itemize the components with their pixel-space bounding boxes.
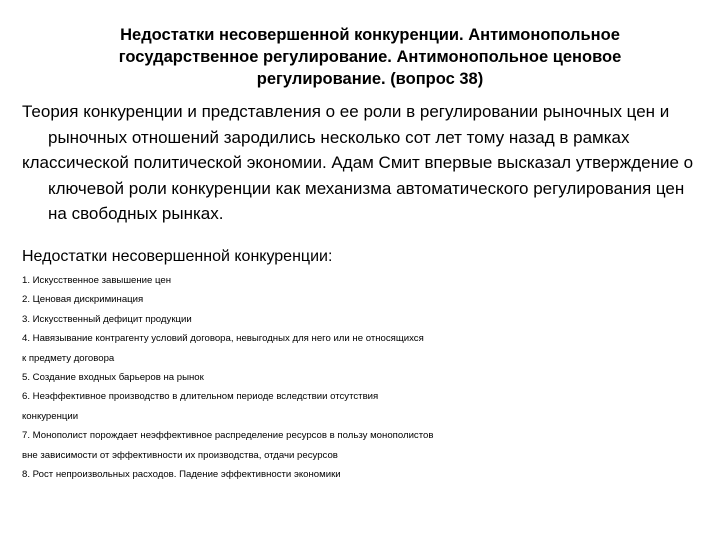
list-line: 4. Навязывание контрагенту условий договора, невыгодных для него или не относящихся — [22, 333, 424, 345]
drawbacks-list — [22, 271, 702, 484]
list-line: 1. Искусственное завышение цен — [22, 275, 172, 286]
intro-paragraph-2: классической политической экономии. Адам Смит впервые высказал утверждение о ключевой роли конкуренции как механизма автоматического регулирования цен на свободных рынках. — [22, 153, 694, 223]
list-line: 6. Неэффективное производство в длительном периоде вследствии отсутствия — [22, 391, 379, 403]
list-line: к предмету договора — [22, 352, 115, 364]
list-line: 8. Рост непроизвольных расходов. Падение эффективности экономики — [22, 469, 341, 481]
slide-title: Недостатки несовершенной конкуренции. Антимонопольное государственное регулирование. Антимонопольное ценовое регулирование. (вопрос 38) — [118, 26, 622, 88]
list-line: вне зависимости от эффективности их производства, отдачи ресурсов — [22, 449, 338, 461]
list-line: 5. Создание входных барьеров на рынок — [22, 372, 204, 384]
list-line: 2. Ценовая дискриминация — [22, 294, 144, 306]
intro-text — [22, 99, 702, 227]
intro-paragraph-1: Теория конкуренции и представления о ее роли в регулировании рыночных цен и рыночных отношений зародились несколько сот лет тому назад в рамках — [22, 102, 670, 147]
list-line: 3. Искусственный дефицит продукции — [22, 313, 192, 325]
list-line: 7. Монополист порождает неэффективное распределение ресурсов в пользу монополистов — [22, 430, 434, 442]
list-line: конкуренции — [22, 410, 79, 422]
drawbacks-heading: Недостатки несовершенной конкуренции: — [22, 248, 333, 265]
